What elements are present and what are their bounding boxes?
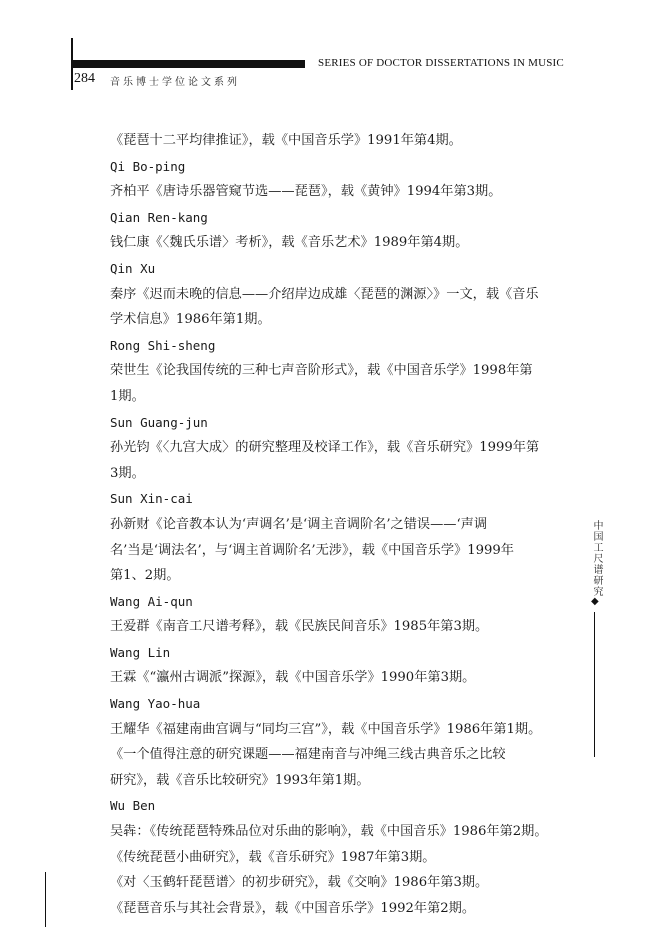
reference-line: 《琵琶音乐与其社会背景》，载《中国音乐学》1992年第2期。: [110, 900, 476, 916]
reference-line: 名’当是‘调法名’，与‘调主首调阶名’无涉》，载《中国音乐学》1999年: [110, 542, 514, 558]
author-name: Qin Xu: [110, 260, 156, 276]
author-name: Wang Yao-hua: [110, 696, 201, 712]
author-name: Wang Lin: [110, 644, 171, 660]
author-name: Wu Ben: [110, 798, 156, 814]
reference-line: 第1、2期。: [110, 568, 180, 584]
right-margin-line: [594, 612, 595, 757]
bibliography-list: [110, 128, 580, 921]
reference-line: 《一个值得注意的研究课题——福建南音与冲绳三线古典音乐之比较: [110, 747, 506, 763]
reference-line: 《琵琶十二平均律推证》，载《中国音乐学》1991年第4期。: [110, 133, 462, 148]
reference-line: 研究》，载《音乐比较研究》1993年第1期。: [110, 772, 370, 788]
diamond-icon: ◆: [591, 596, 599, 607]
author-name: Rong Shi-sheng: [110, 337, 216, 353]
reference-line: 3期。: [110, 465, 145, 481]
author-name: Wang Ai-qun: [110, 593, 193, 609]
author-name: Qian Ren-kang: [110, 209, 208, 225]
reference-line: 孙光钧《〈九宫大成〉的研究整理及校译工作》，载《音乐研究》1999年第: [110, 440, 540, 456]
reference-line: 王爱群《南音工尺谱考释》，载《民族民间音乐》1985年第3期。: [110, 619, 489, 635]
reference-line: 1期。: [110, 388, 145, 404]
reference-line: 《传统琵琶小曲研究》，载《音乐研究》1987年第3期。: [110, 849, 436, 865]
author-name: Sun Xin-cai: [110, 491, 193, 507]
author-name: Sun Guang-jun: [110, 414, 208, 430]
author-name: Qi Bo-ping: [110, 158, 186, 174]
reference-line: 学术信息》1986年第1期。: [110, 312, 271, 328]
reference-line: 吴犇：《传统琵琶特殊品位对乐曲的影响》，载《中国音乐》1986年第2期。: [110, 824, 548, 840]
reference-line: 荣世生《论我国传统的三种七声音阶形式》，载《中国音乐学》1998年第: [110, 363, 533, 379]
reference-line: 王耀华《福建南曲宫调与“同均三宫”》，载《中国音乐学》1986年第1期。: [110, 721, 542, 737]
reference-line: 孙新财《论音教本认为‘声调名’是‘调主音调阶名’之错误——‘声调: [110, 516, 488, 532]
series-title-english: SERIES OF DOCTOR DISSERTATIONS IN MUSIC: [318, 57, 564, 69]
reference-line: 《对〈玉鹤轩琵琶谱〉的初步研究》，载《交响》1986年第3期。: [110, 875, 489, 891]
left-margin-line-lower: [45, 872, 46, 927]
reference-line: 秦序《迟而未晚的信息——介绍岸边成雄〈琵琶的渊源〉》一文，载《音乐: [110, 286, 539, 302]
header-rule: [73, 60, 305, 68]
reference-line: 钱仁康《〈魏氏乐谱〉考析》，载《音乐艺术》1989年第4期。: [110, 235, 469, 251]
page-number: 284: [74, 71, 95, 86]
side-running-title: 中国工尺谱研究: [591, 520, 602, 597]
series-title-chinese: 音乐博士学位论文系列: [110, 77, 240, 88]
reference-line: 王霖《“瀛州古调派”探源》，载《中国音乐学》1990年第3期。: [110, 670, 476, 686]
reference-line: 齐柏平《唐诗乐器管窥节选——琵琶》，载《黄钟》1994年第3期。: [110, 184, 502, 200]
